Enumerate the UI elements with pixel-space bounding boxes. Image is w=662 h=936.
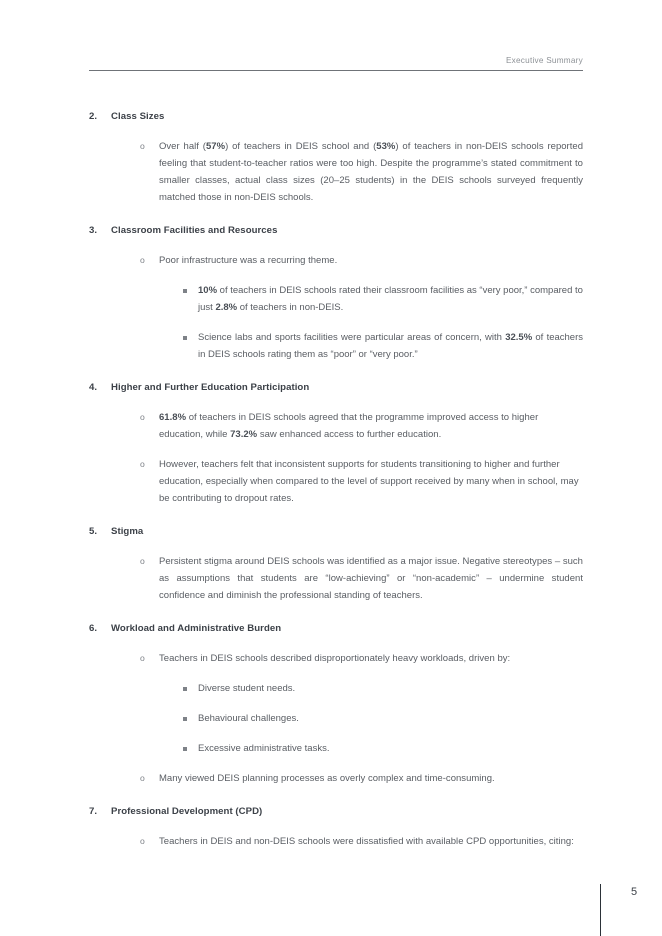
circle-bullet-icon: o [140,255,145,265]
section-number: 6. [89,623,98,634]
circle-bullet-icon: o [140,141,145,151]
section-heading [89,108,583,125]
sub-bullet-text: 10% of teachers in DEIS schools rated their classroom facilities as “very poor,” compared to just 2.8% of teachers in non-DEIS. [198,285,583,313]
sub-bullet-text: Behavioural challenges. [198,713,299,724]
bullet-item-level2 [89,650,583,667]
bullet-text: Poor infrastructure was a recurring theme. [159,255,338,266]
bullet-text: Many viewed DEIS planning processes as overly complex and time-consuming. [159,773,495,784]
sub-bullet-text: Science labs and sports facilities were particular areas of concern, with 32.5% of teachers in DEIS schools rating them as “poor” or “very poor.” [198,332,584,360]
bullet-item-level3 [89,710,583,727]
circle-bullet-icon: o [140,836,145,846]
circle-bullet-icon: o [140,653,145,663]
bullet-item-level2 [89,252,583,269]
section-number: 2. [89,111,98,122]
bullet-text: Persistent stigma around DEIS schools was identified as a major issue. Negative stereotypes – such as assumptions that students are “low-achieving” or “non-academic” – undermine student confidence and diminish the professional standing of teachers. [159,556,583,601]
section-heading [89,379,583,396]
outline-section [89,523,583,604]
section-number: 3. [89,225,98,236]
document-body [89,108,583,850]
section-title: Classroom Facilities and Resources [111,225,278,236]
section-title: Professional Development (CPD) [111,806,263,817]
running-header-title: Executive Summary [505,56,583,65]
circle-bullet-icon: o [140,556,145,566]
square-bullet-icon [183,680,198,697]
sub-bullet-text: Excessive administrative tasks. [198,743,330,754]
circle-bullet-icon: o [140,459,145,469]
page-number: 5 [630,886,638,898]
square-bullet-icon [183,282,198,316]
section-title: Higher and Further Education Participation [111,382,310,393]
section-title: Workload and Administrative Burden [111,623,282,634]
bullet-item-level3 [89,329,583,363]
outline-section [89,803,583,850]
section-heading [89,222,583,239]
square-bullet-icon [183,329,198,363]
bullet-item-level3 [89,740,583,757]
section-heading [89,523,583,540]
bullet-text: Teachers in DEIS and non-DEIS schools were dissatisfied with available CPD opportunities, citing: [159,836,574,847]
section-title: Stigma [111,526,144,537]
bullet-item-level2 [89,553,583,604]
outline-section [89,108,583,206]
bullet-item-level2 [89,138,583,206]
section-number: 5. [89,526,98,537]
sub-bullet-text: Diverse student needs. [198,683,296,694]
circle-bullet-icon: o [140,412,145,422]
outline-section [89,620,583,787]
page-footer [600,884,662,936]
outline-section [89,222,583,363]
circle-bullet-icon: o [140,773,145,783]
bullet-item-level2 [89,456,583,507]
section-heading [89,803,583,820]
running-header [89,50,583,71]
square-bullet-icon [183,710,198,727]
section-number: 7. [89,806,98,817]
square-bullet-icon [183,740,198,757]
section-number: 4. [89,382,98,393]
bullet-item-level3 [89,680,583,697]
section-title: Class Sizes [111,111,165,122]
bullet-item-level3 [89,282,583,316]
bullet-text: 61.8% of teachers in DEIS schools agreed that the programme improved access to higher education, while 73.2% saw enhanced access to further education. [159,412,539,440]
bullet-text: However, teachers felt that inconsistent supports for students transitioning to higher and further education, especially when compared to the level of support received by many when in school, may be contributing to dropout rates. [159,459,579,504]
bullet-item-level2 [89,409,583,443]
bullet-text: Teachers in DEIS schools described disproportionately heavy workloads, driven by: [159,653,511,664]
outline-section [89,379,583,507]
bullet-item-level2 [89,833,583,850]
bullet-text: Over half (57%) of teachers in DEIS school and (53%) of teachers in non-DEIS schools reported feeling that student-to-teacher ratios were too high. Despite the programme’s stated commitment to smaller classes, actual class sizes (20–25 students) in the DEIS schools surveyed frequently matched those in non-DEIS schools. [159,141,583,203]
section-heading [89,620,583,637]
bullet-item-level2 [89,770,583,787]
